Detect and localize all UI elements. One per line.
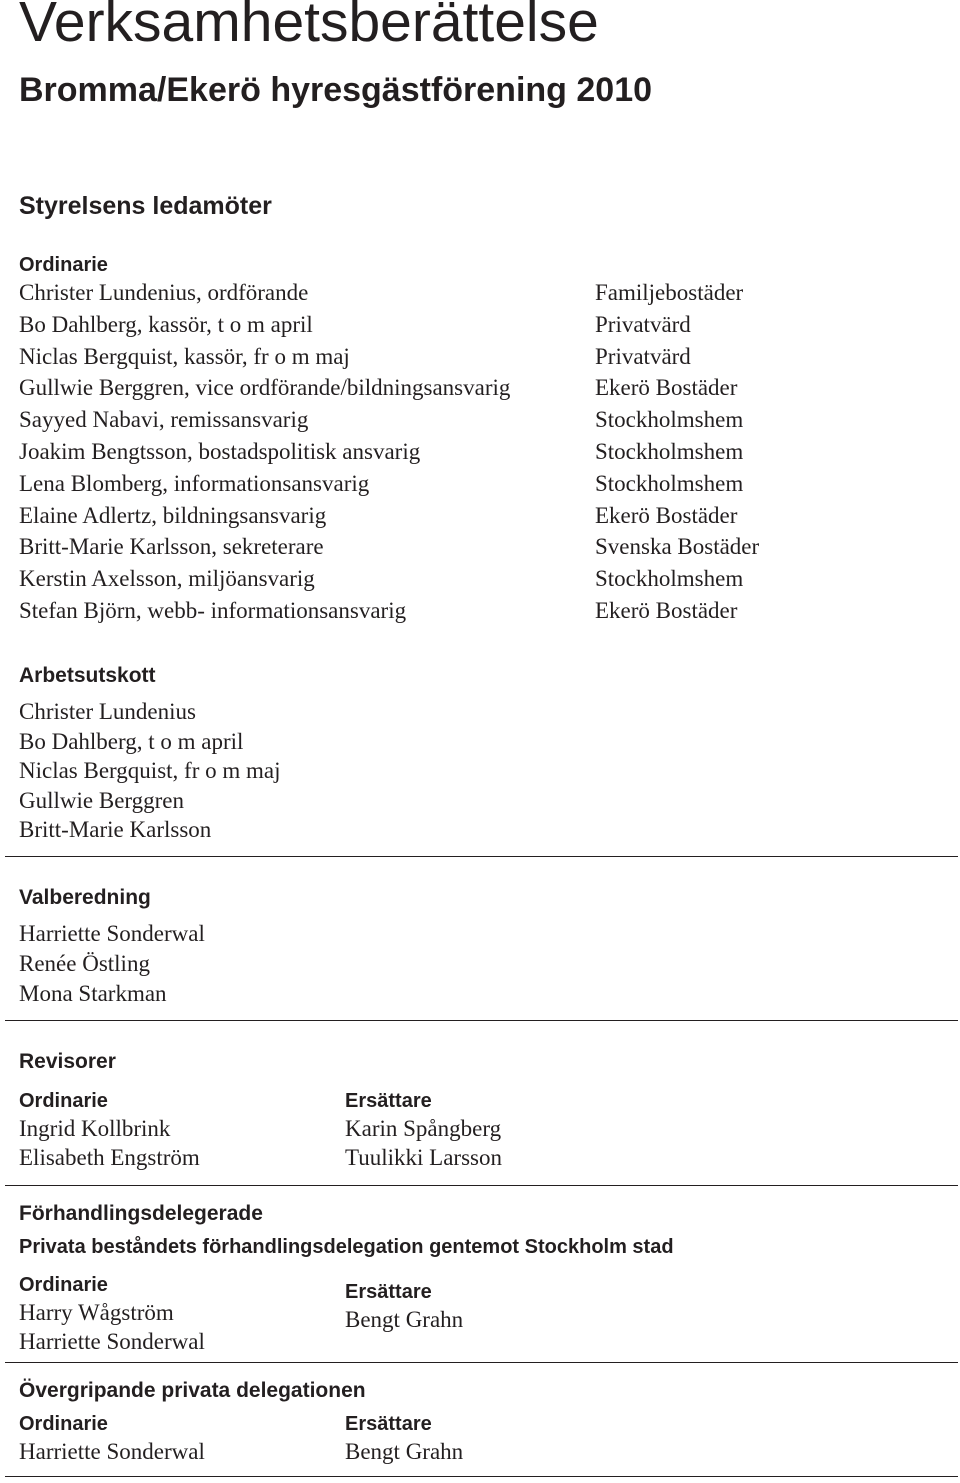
list-item: Gullwie Berggren xyxy=(19,787,185,813)
list-item: Niclas Bergquist, fr o m maj xyxy=(19,758,281,783)
list-item: Bengt Grahn xyxy=(345,1307,464,1332)
member-org: Familjebostäder xyxy=(595,280,744,305)
member-name: Lena Blomberg, informationsansvarig xyxy=(19,470,370,496)
member-name: Niclas Bergquist, kassör, fr o m maj xyxy=(19,343,350,369)
list-item: Christer Lundenius xyxy=(19,699,196,724)
list-item: Karin Spångberg xyxy=(345,1116,502,1141)
member-name: Joakim Bengtsson, bostadspolitisk ansvarig xyxy=(19,439,421,464)
overgripande-heading: Övergripande privata delegationen xyxy=(19,1379,366,1402)
revisorer-heading: Revisorer xyxy=(19,1050,116,1073)
page-subtitle: Bromma/Ekerö hyresgästförening 2010 xyxy=(19,71,653,109)
list-item: Harriette Sonderwal xyxy=(19,921,205,946)
styrelse-heading: Styrelsens ledamöter xyxy=(19,192,272,220)
member-org: Ekerö Bostäder xyxy=(595,598,738,623)
forhandling-ordinarie-label: Ordinarie xyxy=(19,1274,108,1296)
arbetsutskott-heading: Arbetsutskott xyxy=(19,664,156,687)
revisorer-ersattare-label: Ersättare xyxy=(345,1090,432,1112)
member-org: Svenska Bostäder xyxy=(595,534,760,560)
member-name: Gullwie Berggren, vice ordförande/bildningsansvarig xyxy=(19,375,511,401)
member-org: Privatvärd xyxy=(595,343,691,369)
list-item: Elisabeth Engström xyxy=(19,1145,200,1170)
forhandling-subheading: Privata beståndets förhandlingsdelegation gentemot Stockholm stad xyxy=(19,1236,674,1258)
list-item: Ingrid Kollbrink xyxy=(19,1116,171,1141)
divider xyxy=(5,1185,958,1186)
member-org: Ekerö Bostäder xyxy=(595,502,738,528)
member-name: Britt-Marie Karlsson, sekreterare xyxy=(19,534,324,560)
list-item: Bengt Grahn xyxy=(345,1439,464,1464)
member-org: Stockholmshem xyxy=(595,407,744,433)
member-name: Stefan Björn, webb- informationsansvarig xyxy=(19,598,407,623)
divider xyxy=(5,856,958,857)
list-item: Bo Dahlberg, t o m april xyxy=(19,728,244,754)
list-item: Harriette Sonderwal xyxy=(19,1439,205,1464)
list-item: Tuulikki Larsson xyxy=(345,1145,502,1170)
member-org: Stockholmshem xyxy=(595,470,744,496)
list-item: Mona Starkman xyxy=(19,981,167,1006)
list-item: Britt-Marie Karlsson xyxy=(19,817,212,842)
member-org: Stockholmshem xyxy=(595,439,744,464)
page-title: Verksamhetsberättelse xyxy=(19,0,599,54)
list-item: Harriette Sonderwal xyxy=(19,1329,205,1354)
divider xyxy=(5,1476,958,1477)
member-org: Stockholmshem xyxy=(595,566,744,592)
member-org: Privatvärd xyxy=(595,311,691,337)
revisorer-ordinarie-label: Ordinarie xyxy=(19,1090,108,1112)
forhandling-ersattare-label: Ersättare xyxy=(345,1281,432,1303)
forhandling-heading: Förhandlingsdelegerade xyxy=(19,1202,263,1225)
valberedning-heading: Valberedning xyxy=(19,886,151,909)
overgripande-ersattare-label: Ersättare xyxy=(345,1413,432,1435)
divider xyxy=(5,1362,958,1363)
member-name: Christer Lundenius, ordförande xyxy=(19,280,309,305)
styrelse-ordinarie-label: Ordinarie xyxy=(19,254,108,276)
member-name: Elaine Adlertz, bildningsansvarig xyxy=(19,502,327,528)
member-name: Sayyed Nabavi, remissansvarig xyxy=(19,407,309,433)
divider xyxy=(5,1020,958,1021)
member-name: Bo Dahlberg, kassör, t o m april xyxy=(19,311,313,337)
list-item: Renée Östling xyxy=(19,951,150,976)
member-name: Kerstin Axelsson, miljöansvarig xyxy=(19,566,315,592)
member-org: Ekerö Bostäder xyxy=(595,375,738,401)
overgripande-ordinarie-label: Ordinarie xyxy=(19,1413,108,1435)
list-item: Harry Wågström xyxy=(19,1300,174,1325)
